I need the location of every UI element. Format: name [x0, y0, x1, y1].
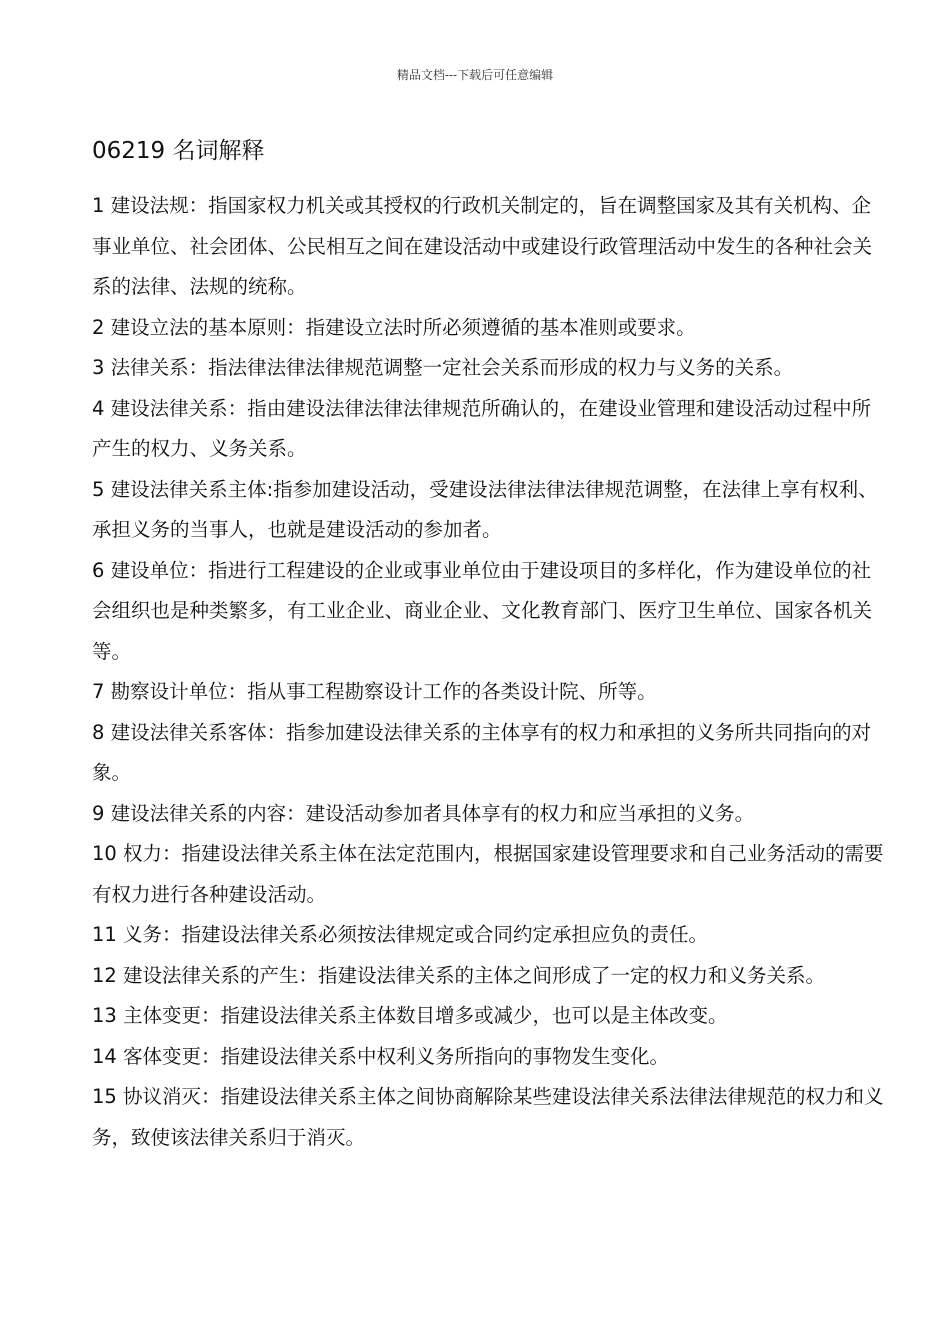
document-title: 06219 名词解释 [92, 138, 265, 164]
definitions-list [92, 186, 884, 1158]
definition-entry: 6 建设单位：指进行工程建设的企业或事业单位由于建设项目的多样化，作为建设单位的社会组织也是种类繁多，有工业企业、商业企业、文化教育部门、医疗卫生单位、国家各机关等。 [92, 558, 873, 663]
definition-entry: 13 主体变更：指建设法律关系主体数目增多或减少，也可以是主体改变。 [92, 1004, 728, 1027]
definition-entry: 9 建设法律关系的内容：建设活动参加者具体享有的权力和应当承担的义务。 [92, 801, 755, 825]
definition-entry: 1 建设法规：指国家权力机关或其授权的行政机关制定的，旨在调整国家及其有关机构、企事业单位、社会团体、公民相互之间在建设活动中或建设行政管理活动中发生的各种社会关系的法律、法规的统称。 [92, 194, 873, 298]
definition-entry: 14 客体变更：指建设法律关系中权利义务所指向的事物发生变化。 [92, 1044, 670, 1068]
definition-entry: 8 建设法律关系客体：指参加建设法律关系的主体享有的权力和承担的义务所共同指向的对象。 [92, 720, 872, 784]
definition-entry: 7 勘察设计单位：指从事工程勘察设计工作的各类设计院、所等。 [92, 680, 657, 703]
definition-entry: 2 建设立法的基本原则：指建设立法时所必须遵循的基本准则或要求。 [92, 315, 696, 339]
definition-entry: 10 权力：指建设法律关系主体在法定范围内，根据国家建设管理要求和自己业务活动的需要有权力进行各种建设活动。 [92, 842, 884, 906]
header-note: 精品文档---下载后可任意编辑 [396, 68, 554, 82]
definition-entry: 3 法律关系：指法律法律法律规范调整一定社会关系而形成的权力与义务的关系。 [92, 356, 794, 379]
definition-entry: 4 建设法律关系：指由建设法律法律法律规范所确认的，在建设业管理和建设活动过程中所产生的权力、义务关系。 [92, 396, 872, 460]
definition-entry: 15 协议消灭：指建设法律关系主体之间协商解除某些建设法律关系法律法律规范的权力和义务，致使该法律关系归于消灭。 [92, 1085, 884, 1149]
definition-entry: 5 建设法律关系主体:指参加建设活动，受建设法律法律法律规范调整，在法律上享有权利、承担义务的当事人，也就是建设活动的参加者。 [92, 477, 878, 541]
definition-entry: 11 义务：指建设法律关系必须按法律规定或合同约定承担应负的责任。 [92, 923, 709, 946]
definition-entry: 12 建设法律关系的产生：指建设法律关系的主体之间形成了一定的权力和义务关系。 [92, 963, 826, 987]
